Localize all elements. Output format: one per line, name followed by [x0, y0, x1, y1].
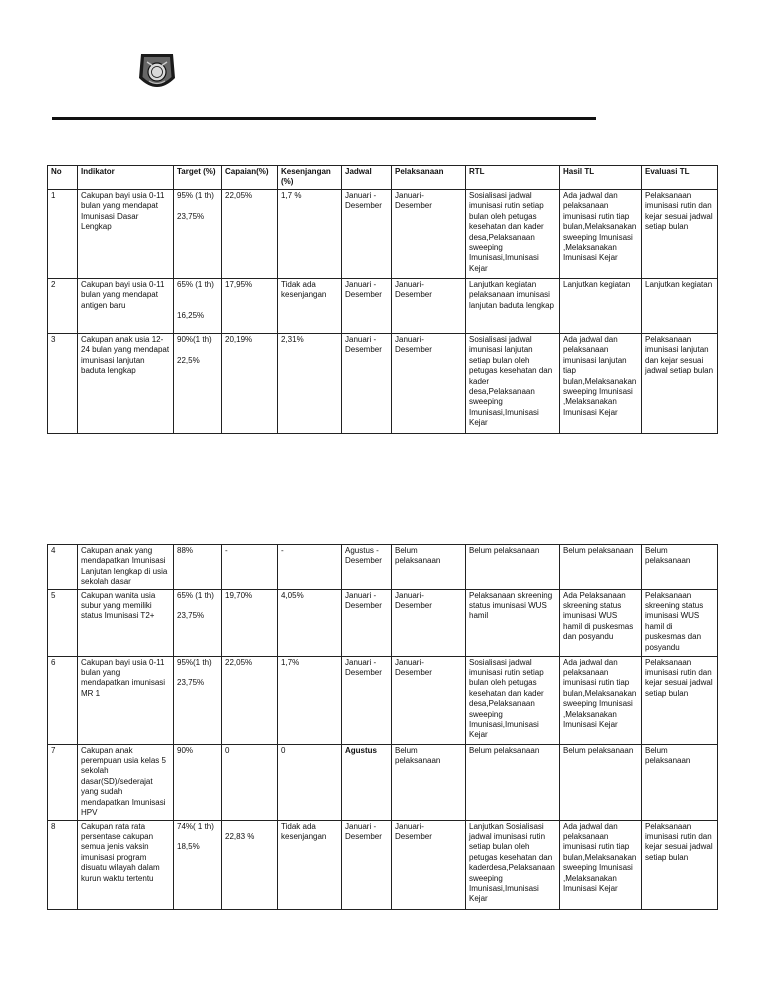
cell-no: 8 [48, 820, 78, 909]
column-header-indikator: Indikator [78, 166, 174, 190]
cell-pelaksanaan: Januari- Desember [392, 190, 466, 279]
cell-pelaksanaan: Belum pelaksanaan [392, 545, 466, 590]
cell-no: 1 [48, 190, 78, 279]
cell-indikator: Cakupan bayi usia 0-11 bulan yang mendapat Imunisasi Dasar Lengkap [78, 190, 174, 279]
cell-no: 2 [48, 279, 78, 334]
cell-jadwal: Januari - Desember [342, 589, 392, 656]
column-header-target: Target (%) [174, 166, 222, 190]
cell-capaian: 22,05% [222, 190, 278, 279]
cell-hasil-tl: Lanjutkan kegiatan [560, 279, 642, 334]
cell-indikator: Cakupan anak yang mendapatkan Imunisasi Lanjutan lengkap di usia sekolah dasar [78, 545, 174, 590]
table-row [48, 589, 718, 656]
cell-target: 88% [174, 545, 222, 590]
cell-evaluasi-tl: Pelaksanaan skreening status imunisasi WUS hamil di puskesmas dan posyandu [642, 589, 718, 656]
cell-kesenjangan: Tidak ada kesenjangan [278, 279, 342, 334]
cell-rtl: Sosialisasi jadwal imunisasi rutin setiap bulan oleh petugas kesehatan dan kader desa,Pelaksanaan sweeping Imunisasi,Imunisasi Kejar [466, 190, 560, 279]
cell-evaluasi-tl: Pelaksanaan imunisasi lanjutan dan kejar sesuai jadwal setiap bulan [642, 334, 718, 434]
cell-kesenjangan: 1,7 % [278, 190, 342, 279]
table-row [48, 744, 718, 820]
cell-target: 95% (1 th) 23,75% [174, 190, 222, 279]
cell-pelaksanaan: Januari- Desember [392, 334, 466, 434]
header-divider-line [52, 117, 596, 120]
cell-capaian: 19,70% [222, 589, 278, 656]
cell-indikator: Cakupan rata rata persentase cakupan semua jenis vaksin imunisasi program disuatu wilayah dalam kurun waktu tertentu [78, 820, 174, 909]
cell-kesenjangan: 2,31% [278, 334, 342, 434]
cell-capaian: 0 [222, 744, 278, 820]
cell-kesenjangan: 4,05% [278, 589, 342, 656]
cell-no: 6 [48, 656, 78, 744]
cell-kesenjangan: 1,7% [278, 656, 342, 744]
cell-evaluasi-tl: Pelaksanaan imunisasi rutin dan kejar sesuai jadwal setiap bulan [642, 656, 718, 744]
cell-evaluasi-tl: Pelaksanaan imunisasi rutin dan kejar sesuai jadwal setiap bulan [642, 190, 718, 279]
cell-rtl: Lanjutkan Sosialisasi jadwal imunisasi rutin setiap bulan oleh petugas kesehatan dan kaderdesa,Pelaksanaan sweeping Imunisasi,Imunisasi Kejar [466, 820, 560, 909]
cell-pelaksanaan: Belum pelaksanaan [392, 744, 466, 820]
column-header-rtl: RTL [466, 166, 560, 190]
cell-indikator: Cakupan bayi usia 0-11 bulan yang mendapat antigen baru [78, 279, 174, 334]
column-header-no: No [48, 166, 78, 190]
cell-capaian: 22,83 % [222, 820, 278, 909]
cell-indikator: Cakupan anak perempuan usia kelas 5 sekolah dasar(SD)/sederajat yang sudah mendapatkan Imunisasi HPV [78, 744, 174, 820]
cell-target: 74%( 1 th) 18,5% [174, 820, 222, 909]
table-row [48, 190, 718, 279]
cell-evaluasi-tl: Belum pelaksanaan [642, 545, 718, 590]
table-row [48, 279, 718, 334]
cell-indikator: Cakupan anak usia 12-24 bulan yang mendapat imunisasi lanjutan baduta lengkap [78, 334, 174, 434]
column-header-capaian: Capaian(%) [222, 166, 278, 190]
cell-indikator: Cakupan bayi usia 0-11 bulan yang mendapatkan imunisasi MR 1 [78, 656, 174, 744]
cell-jadwal: Januari - Desember [342, 656, 392, 744]
cell-rtl: Belum pelaksanaan [466, 744, 560, 820]
column-header-pelaksanaan: Pelaksanaan [392, 166, 466, 190]
cell-evaluasi-tl: Belum pelaksanaan [642, 744, 718, 820]
cell-rtl: Pelaksanaan skreening status imunisasi WUS hamil [466, 589, 560, 656]
cell-rtl: Sosialisasi jadwal imunisasi rutin setiap bulan oleh petugas kesehatan dan kader desa,Pelaksanaan sweeping Imunisasi,Imunisasi Kejar [466, 656, 560, 744]
cell-hasil-tl: Ada jadwal dan pelaksanaan imunisasi rutin tiap bulan,Melaksanakan sweeping Imunisasi ,Melaksanakan Imunisasi Kejar [560, 820, 642, 909]
cell-capaian: 20,19% [222, 334, 278, 434]
cell-pelaksanaan: Januari- Desember [392, 656, 466, 744]
program-table-part-2 [47, 544, 718, 910]
cell-jadwal: Januari - Desember [342, 820, 392, 909]
cell-rtl: Sosialisasi jadwal imunisasi lanjutan setiap bulan oleh petugas kesehatan dan kader desa,Pelaksanaan sweeping Imunisasi,Imunisasi Kejar [466, 334, 560, 434]
cell-kesenjangan: Tidak ada kesenjangan [278, 820, 342, 909]
cell-capaian: 17,95% [222, 279, 278, 334]
regional-emblem-seal-icon [133, 48, 181, 96]
cell-target: 90%(1 th) 22,5% [174, 334, 222, 434]
cell-pelaksanaan: Januari- Desember [392, 820, 466, 909]
cell-no: 4 [48, 545, 78, 590]
cell-no: 5 [48, 589, 78, 656]
cell-jadwal: Agustus - Desember [342, 545, 392, 590]
table-row [48, 820, 718, 909]
cell-capaian: 22,05% [222, 656, 278, 744]
cell-pelaksanaan: Januari- Desember [392, 279, 466, 334]
cell-no: 3 [48, 334, 78, 434]
cell-rtl: Lanjutkan kegiatan pelaksanaan imunisasi lanjutan baduta lengkap [466, 279, 560, 334]
table-row [48, 545, 718, 590]
cell-jadwal: Januari - Desember [342, 190, 392, 279]
column-header-hasil-tl: Hasil TL [560, 166, 642, 190]
cell-indikator: Cakupan wanita usia subur yang memiliki status Imunisasi T2+ [78, 589, 174, 656]
cell-pelaksanaan: Januari- Desember [392, 589, 466, 656]
cell-kesenjangan: - [278, 545, 342, 590]
cell-target: 65% (1 th) 23,75% [174, 589, 222, 656]
column-header-kesenjangan: Kesenjangan (%) [278, 166, 342, 190]
cell-jadwal: Januari - Desember [342, 334, 392, 434]
cell-kesenjangan: 0 [278, 744, 342, 820]
cell-hasil-tl: Ada Pelaksanaan skreening status imunisasi WUS hamil di puskesmas dan posyandu [560, 589, 642, 656]
cell-hasil-tl: Ada jadwal dan pelaksanaan imunisasi lanjutan tiap bulan,Melaksanakan sweeping Imunisasi ,Melaksanakan Imunisasi Kejar [560, 334, 642, 434]
table-row [48, 334, 718, 434]
cell-jadwal: Agustus [342, 744, 392, 820]
program-table-part-1 [47, 165, 718, 434]
column-header-jadwal: Jadwal [342, 166, 392, 190]
cell-target: 65% (1 th) 16,25% [174, 279, 222, 334]
column-header-evaluasi-tl: Evaluasi TL [642, 166, 718, 190]
cell-no: 7 [48, 744, 78, 820]
cell-evaluasi-tl: Lanjutkan kegiatan [642, 279, 718, 334]
cell-target: 95%(1 th) 23,75% [174, 656, 222, 744]
cell-hasil-tl: Ada jadwal dan pelaksanaan imunisasi rutin tiap bulan,Melaksanakan sweeping Imunisasi ,Melaksanakan Imunisasi Kejar [560, 190, 642, 279]
cell-hasil-tl: Belum pelaksanaan [560, 744, 642, 820]
cell-evaluasi-tl: Pelaksanaan imunisasi rutin dan kejar sesuai jadwal setiap bulan [642, 820, 718, 909]
table-header-row [48, 166, 718, 190]
table-row [48, 656, 718, 744]
cell-hasil-tl: Ada jadwal dan pelaksanaan imunisasi rutin tiap bulan,Melaksanakan sweeping Imunisasi ,Melaksanakan Imunisasi Kejar [560, 656, 642, 744]
cell-hasil-tl: Belum pelaksanaan [560, 545, 642, 590]
cell-jadwal: Januari - Desember [342, 279, 392, 334]
cell-target: 90% [174, 744, 222, 820]
cell-rtl: Belum pelaksanaan [466, 545, 560, 590]
cell-capaian: - [222, 545, 278, 590]
